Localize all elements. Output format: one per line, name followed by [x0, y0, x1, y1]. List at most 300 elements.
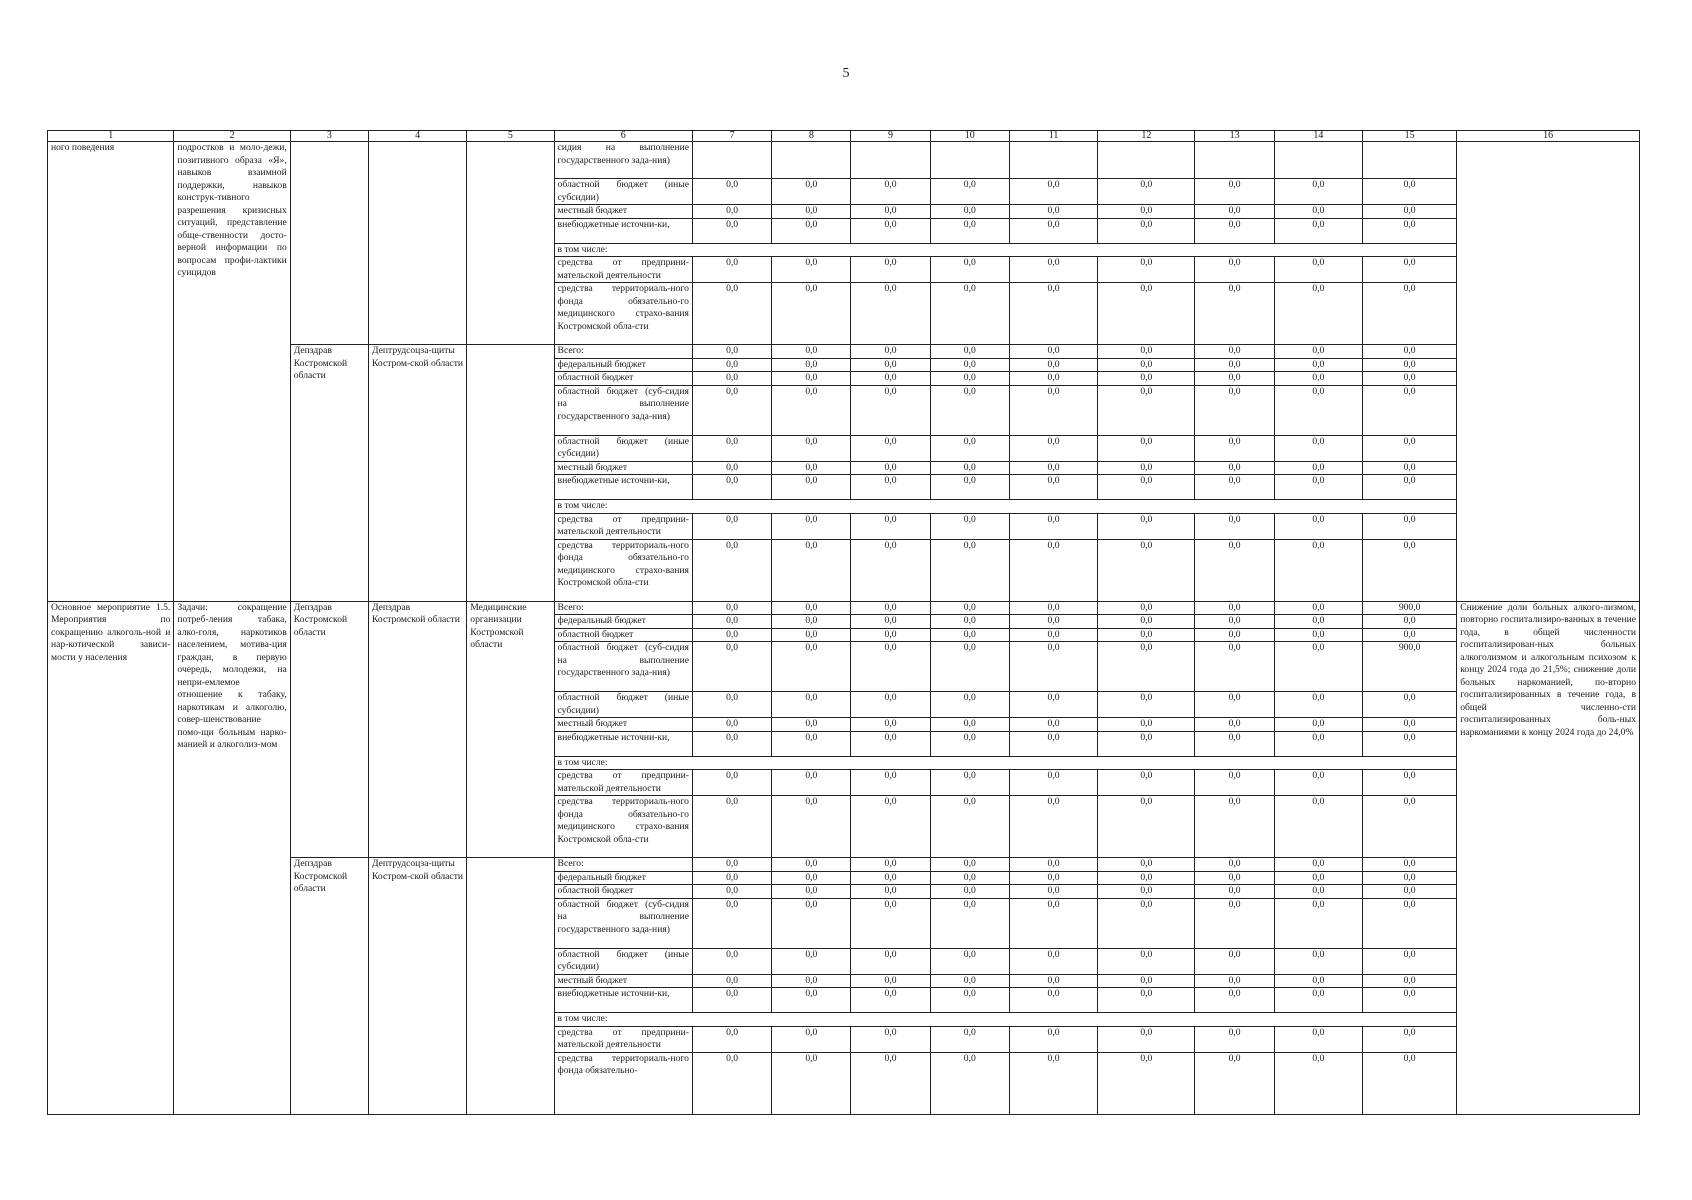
amount-cell: 0,0	[1195, 988, 1274, 1013]
amount-cell: 0,0	[1195, 898, 1274, 948]
funding-source-label: средства от предприни-мательской деятельности	[554, 1026, 692, 1052]
funding-source-label: областной бюджет (иные субсидии)	[554, 435, 692, 461]
amount-cell: 0,0	[1274, 205, 1362, 219]
amount-cell: 0,0	[1195, 358, 1274, 372]
funding-source-label: средства от предприни-мательской деятельности	[554, 770, 692, 796]
amount-cell: 0,0	[1362, 628, 1456, 642]
amount-cell: 0,0	[930, 988, 1009, 1013]
amount-cell: 0,0	[930, 642, 1009, 692]
amount-cell: 0,0	[1009, 1026, 1097, 1052]
amount-cell: 0,0	[930, 871, 1009, 885]
amount-cell: 0,0	[1098, 871, 1195, 885]
amount-cell: 0,0	[851, 871, 930, 885]
expected-result-cell	[1457, 142, 1640, 602]
responsible-executor-cell: Депздрав Костромской области	[290, 858, 368, 1115]
amount-cell: 0,0	[772, 948, 851, 974]
amount-cell: 0,0	[692, 988, 771, 1013]
participant-cell: Медицинские организации Костромской области	[467, 601, 554, 858]
funding-source-label: внебюджетные источни-ки,	[554, 218, 692, 243]
amount-cell: 0,0	[1362, 179, 1456, 205]
amount-cell: 0,0	[772, 358, 851, 372]
amount-cell: 0,0	[930, 372, 1009, 386]
column-number: 6	[554, 131, 692, 142]
amount-cell: 0,0	[930, 385, 1009, 435]
amount-cell: 0,0	[692, 948, 771, 974]
amount-cell: 0,0	[1195, 858, 1274, 872]
amount-cell: 0,0	[1009, 885, 1097, 899]
amount-cell: 0,0	[851, 257, 930, 283]
amount-cell	[1274, 142, 1362, 179]
amount-cell: 0,0	[851, 974, 930, 988]
amount-cell: 0,0	[930, 179, 1009, 205]
amount-cell: 0,0	[1274, 628, 1362, 642]
amount-cell: 0,0	[1195, 257, 1274, 283]
participant-cell	[467, 858, 554, 1115]
amount-cell: 0,0	[1009, 205, 1097, 219]
amount-cell: 0,0	[1362, 257, 1456, 283]
amount-cell: 0,0	[1098, 858, 1195, 872]
amount-cell: 0,0	[1009, 345, 1097, 359]
amount-cell: 0,0	[1195, 948, 1274, 974]
amount-cell: 0,0	[930, 461, 1009, 475]
funding-source-label: в том числе:	[554, 1013, 1457, 1027]
amount-cell: 0,0	[1274, 770, 1362, 796]
amount-cell: 0,0	[1195, 283, 1274, 345]
amount-cell: 0,0	[851, 358, 930, 372]
amount-cell: 0,0	[1098, 692, 1195, 718]
amount-cell: 0,0	[772, 257, 851, 283]
amount-cell: 0,0	[1098, 642, 1195, 692]
amount-cell: 0,0	[1362, 885, 1456, 899]
amount-cell: 0,0	[1098, 1026, 1195, 1052]
amount-cell: 0,0	[772, 601, 851, 615]
amount-cell: 0,0	[1098, 218, 1195, 243]
amount-cell: 0,0	[1098, 205, 1195, 219]
amount-cell: 0,0	[851, 731, 930, 756]
amount-cell: 0,0	[692, 539, 771, 601]
amount-cell: 0,0	[851, 218, 930, 243]
funding-source-label: местный бюджет	[554, 718, 692, 732]
amount-cell: 0,0	[1195, 205, 1274, 219]
amount-cell: 0,0	[1274, 615, 1362, 629]
amount-cell: 0,0	[851, 372, 930, 386]
amount-cell: 0,0	[1274, 372, 1362, 386]
amount-cell: 0,0	[1098, 179, 1195, 205]
amount-cell: 0,0	[772, 385, 851, 435]
funding-source-label: средства от предприни-мательской деятельности	[554, 513, 692, 539]
column-number: 2	[174, 131, 290, 142]
amount-cell: 0,0	[772, 988, 851, 1013]
amount-cell: 0,0	[1098, 372, 1195, 386]
amount-cell: 0,0	[692, 475, 771, 500]
amount-cell: 0,0	[1362, 1026, 1456, 1052]
amount-cell: 0,0	[1098, 1052, 1195, 1114]
amount-cell: 0,0	[930, 858, 1009, 872]
amount-cell: 0,0	[1274, 539, 1362, 601]
amount-cell: 0,0	[1274, 257, 1362, 283]
funding-source-label: федеральный бюджет	[554, 358, 692, 372]
column-number: 12	[1098, 131, 1195, 142]
budget-table-body	[48, 131, 1640, 1115]
amount-cell: 0,0	[1274, 513, 1362, 539]
funding-source-label: федеральный бюджет	[554, 871, 692, 885]
amount-cell: 0,0	[772, 642, 851, 692]
amount-cell: 0,0	[772, 513, 851, 539]
amount-cell: 0,0	[1009, 731, 1097, 756]
amount-cell: 0,0	[1274, 885, 1362, 899]
column-number: 16	[1457, 131, 1640, 142]
amount-cell: 0,0	[692, 218, 771, 243]
amount-cell: 0,0	[930, 539, 1009, 601]
funding-source-label: местный бюджет	[554, 974, 692, 988]
amount-cell: 0,0	[692, 718, 771, 732]
amount-cell: 0,0	[1009, 642, 1097, 692]
amount-cell: 0,0	[772, 1052, 851, 1114]
amount-cell: 0,0	[1009, 770, 1097, 796]
amount-cell	[1362, 142, 1456, 179]
amount-cell: 0,0	[1274, 974, 1362, 988]
amount-cell: 0,0	[851, 205, 930, 219]
amount-cell: 0,0	[1362, 731, 1456, 756]
amount-cell: 0,0	[1009, 513, 1097, 539]
amount-cell: 0,0	[692, 283, 771, 345]
amount-cell: 0,0	[930, 601, 1009, 615]
amount-cell: 0,0	[1098, 731, 1195, 756]
amount-cell: 0,0	[851, 948, 930, 974]
amount-cell: 0,0	[1098, 358, 1195, 372]
amount-cell: 0,0	[851, 601, 930, 615]
funding-source-label: внебюджетные источни-ки,	[554, 731, 692, 756]
funding-source-label: федеральный бюджет	[554, 615, 692, 629]
amount-cell: 0,0	[692, 179, 771, 205]
amount-cell: 0,0	[1274, 692, 1362, 718]
funding-source-label: в том числе:	[554, 500, 1457, 514]
amount-cell: 0,0	[772, 858, 851, 872]
amount-cell: 0,0	[1195, 718, 1274, 732]
funding-source-label: Всего:	[554, 345, 692, 359]
column-number: 4	[368, 131, 466, 142]
amount-cell: 0,0	[692, 885, 771, 899]
amount-cell: 0,0	[930, 796, 1009, 858]
funding-source-label: средства от предприни-мательской деятельности	[554, 257, 692, 283]
amount-cell: 0,0	[772, 615, 851, 629]
amount-cell: 0,0	[1098, 796, 1195, 858]
funding-source-label: средства территориаль-ного фонда обязательно-го медицинского страхо-вания Костромской обла-сти	[554, 796, 692, 858]
amount-cell: 0,0	[1098, 257, 1195, 283]
amount-cell: 0,0	[930, 218, 1009, 243]
amount-cell: 0,0	[1362, 475, 1456, 500]
amount-cell: 0,0	[1362, 461, 1456, 475]
amount-cell: 0,0	[1098, 475, 1195, 500]
amount-cell: 0,0	[1362, 871, 1456, 885]
amount-cell: 0,0	[1009, 461, 1097, 475]
amount-cell: 0,0	[692, 257, 771, 283]
amount-cell: 0,0	[1274, 601, 1362, 615]
amount-cell: 0,0	[1195, 642, 1274, 692]
amount-cell: 0,0	[1009, 974, 1097, 988]
amount-cell: 0,0	[772, 974, 851, 988]
amount-cell: 0,0	[1098, 435, 1195, 461]
amount-cell: 0,0	[1009, 358, 1097, 372]
amount-cell: 0,0	[930, 345, 1009, 359]
amount-cell: 0,0	[692, 601, 771, 615]
amount-cell: 0,0	[1195, 513, 1274, 539]
amount-cell: 0,0	[1362, 858, 1456, 872]
column-number: 5	[467, 131, 554, 142]
responsible-executor-cell: Депздрав Костромской области	[290, 601, 368, 858]
amount-cell: 0,0	[1195, 385, 1274, 435]
amount-cell: 0,0	[1195, 601, 1274, 615]
amount-cell: 0,0	[1009, 385, 1097, 435]
amount-cell: 0,0	[1009, 988, 1097, 1013]
amount-cell: 0,0	[772, 179, 851, 205]
funding-source-label: областной бюджет (иные субсидии)	[554, 692, 692, 718]
amount-cell: 0,0	[1195, 435, 1274, 461]
amount-cell: 0,0	[1195, 615, 1274, 629]
amount-cell: 0,0	[1009, 283, 1097, 345]
amount-cell: 0,0	[851, 858, 930, 872]
coexecutor-cell: Дептрудсоцза-щиты Костром-ской области	[368, 345, 466, 602]
amount-cell: 0,0	[1098, 770, 1195, 796]
amount-cell: 0,0	[1098, 974, 1195, 988]
amount-cell: 0,0	[772, 898, 851, 948]
budget-table-sheet	[47, 130, 1640, 1115]
amount-cell: 0,0	[1274, 988, 1362, 1013]
amount-cell: 0,0	[772, 796, 851, 858]
funding-source-label: сидия на выполнение государственного зада-ния)	[554, 142, 692, 179]
column-number: 3	[290, 131, 368, 142]
amount-cell: 0,0	[851, 435, 930, 461]
amount-cell: 0,0	[930, 205, 1009, 219]
amount-cell: 0,0	[851, 345, 930, 359]
amount-cell: 0,0	[851, 692, 930, 718]
amount-cell: 0,0	[1195, 770, 1274, 796]
amount-cell: 0,0	[1195, 885, 1274, 899]
amount-cell: 0,0	[930, 1026, 1009, 1052]
activity-tasks-cell: Задачи: сокращение потреб-ления табака, алко-голя, наркотиков населением, мотива-ция граждан, в первую очередь, молодежи, на непри-емлемое отношение к табаку, наркотикам и алкоголю, совер-шенствование помо-щи больным нарко-манией и алкоголиз-мом	[174, 601, 290, 1114]
amount-cell: 0,0	[1362, 692, 1456, 718]
amount-cell: 0,0	[1362, 770, 1456, 796]
column-number: 14	[1274, 131, 1362, 142]
amount-cell: 0,0	[1362, 974, 1456, 988]
amount-cell: 0,0	[772, 345, 851, 359]
amount-cell: 0,0	[1009, 475, 1097, 500]
amount-cell: 0,0	[692, 692, 771, 718]
amount-cell: 0,0	[1274, 898, 1362, 948]
amount-cell: 0,0	[1274, 948, 1362, 974]
column-number: 10	[930, 131, 1009, 142]
amount-cell: 0,0	[851, 770, 930, 796]
coexecutor-cell	[368, 142, 466, 345]
funding-source-label: областной бюджет (суб-сидия на выполнение государственного зада-ния)	[554, 385, 692, 435]
amount-cell: 0,0	[1195, 475, 1274, 500]
funding-source-label: Всего:	[554, 601, 692, 615]
amount-cell: 0,0	[1274, 731, 1362, 756]
amount-cell: 0,0	[851, 539, 930, 601]
amount-cell: 0,0	[851, 385, 930, 435]
amount-cell: 0,0	[1195, 692, 1274, 718]
amount-cell: 0,0	[1098, 948, 1195, 974]
amount-cell: 0,0	[851, 1026, 930, 1052]
amount-cell: 0,0	[692, 435, 771, 461]
amount-cell: 0,0	[1274, 871, 1362, 885]
amount-cell: 0,0	[692, 1026, 771, 1052]
amount-cell: 0,0	[851, 898, 930, 948]
amount-cell: 0,0	[1195, 218, 1274, 243]
amount-cell: 0,0	[1362, 205, 1456, 219]
amount-cell: 0,0	[851, 885, 930, 899]
amount-cell	[851, 142, 930, 179]
amount-cell: 0,0	[851, 1052, 930, 1114]
amount-cell	[1098, 142, 1195, 179]
amount-cell: 0,0	[1274, 796, 1362, 858]
amount-cell: 0,0	[772, 1026, 851, 1052]
column-number: 13	[1195, 131, 1274, 142]
amount-cell: 0,0	[851, 513, 930, 539]
amount-cell: 0,0	[851, 718, 930, 732]
funding-source-label: областной бюджет (суб-сидия на выполнение государственного зада-ния)	[554, 642, 692, 692]
amount-cell: 0,0	[1098, 988, 1195, 1013]
amount-cell: 0,0	[692, 731, 771, 756]
coexecutor-cell: Дептрудсоцза-щиты Костром-ской области	[368, 858, 466, 1115]
amount-cell: 0,0	[1009, 179, 1097, 205]
amount-cell: 0,0	[1098, 385, 1195, 435]
amount-cell: 0,0	[1362, 948, 1456, 974]
amount-cell: 0,0	[772, 628, 851, 642]
amount-cell: 0,0	[930, 435, 1009, 461]
amount-cell: 0,0	[1098, 628, 1195, 642]
amount-cell: 0,0	[1009, 718, 1097, 732]
amount-cell: 0,0	[1362, 372, 1456, 386]
budget-table	[47, 130, 1640, 1115]
amount-cell	[1009, 142, 1097, 179]
amount-cell: 0,0	[1195, 539, 1274, 601]
amount-cell: 0,0	[772, 718, 851, 732]
amount-cell: 0,0	[772, 475, 851, 500]
amount-cell: 0,0	[1362, 283, 1456, 345]
amount-cell: 0,0	[930, 731, 1009, 756]
amount-cell: 0,0	[1362, 435, 1456, 461]
amount-cell: 0,0	[692, 513, 771, 539]
amount-cell: 0,0	[692, 385, 771, 435]
amount-cell: 0,0	[1195, 345, 1274, 359]
amount-cell: 0,0	[930, 513, 1009, 539]
amount-cell: 0,0	[1195, 796, 1274, 858]
table-row	[48, 142, 1640, 179]
funding-source-label: в том числе:	[554, 243, 1457, 257]
amount-cell: 0,0	[1195, 871, 1274, 885]
amount-cell: 0,0	[1009, 898, 1097, 948]
responsible-executor-cell: Депздрав Костромской области	[290, 345, 368, 602]
funding-source-label: областной бюджет	[554, 628, 692, 642]
amount-cell	[930, 142, 1009, 179]
amount-cell: 0,0	[772, 205, 851, 219]
amount-cell: 0,0	[1009, 1052, 1097, 1114]
amount-cell: 0,0	[1195, 179, 1274, 205]
activity-name-cell: ного поведения	[48, 142, 174, 602]
amount-cell: 0,0	[1362, 385, 1456, 435]
amount-cell: 0,0	[772, 283, 851, 345]
amount-cell: 0,0	[772, 692, 851, 718]
amount-cell: 0,0	[930, 974, 1009, 988]
amount-cell: 0,0	[851, 615, 930, 629]
amount-cell: 0,0	[692, 372, 771, 386]
amount-cell: 0,0	[1274, 179, 1362, 205]
amount-cell: 0,0	[692, 628, 771, 642]
amount-cell: 0,0	[1009, 435, 1097, 461]
amount-cell: 0,0	[930, 948, 1009, 974]
amount-cell: 0,0	[1009, 871, 1097, 885]
responsible-executor-cell	[290, 142, 368, 345]
amount-cell: 0,0	[772, 461, 851, 475]
amount-cell: 0,0	[930, 770, 1009, 796]
amount-cell: 0,0	[851, 475, 930, 500]
amount-cell: 0,0	[1009, 628, 1097, 642]
amount-cell: 0,0	[1274, 718, 1362, 732]
amount-cell: 0,0	[930, 283, 1009, 345]
amount-cell: 0,0	[851, 628, 930, 642]
amount-cell: 0,0	[930, 898, 1009, 948]
amount-cell: 0,0	[1362, 796, 1456, 858]
amount-cell: 0,0	[1274, 461, 1362, 475]
amount-cell: 0,0	[1195, 1052, 1274, 1114]
amount-cell: 0,0	[772, 372, 851, 386]
amount-cell: 0,0	[930, 257, 1009, 283]
funding-source-label: областной бюджет (иные субсидии)	[554, 948, 692, 974]
amount-cell: 0,0	[1195, 628, 1274, 642]
funding-source-label: областной бюджет (суб-сидия на выполнение государственного зада-ния)	[554, 898, 692, 948]
amount-cell	[692, 142, 771, 179]
expected-result-cell: Снижение доли больных алкого-лизмом, повторно госпитализиро-ванных в течение года, в общей численности госпитализирован-ных больных алкоголизмом и алкогольным психозом к концу 2024 года до 21,5%; снижение доли больных наркоманией, по-вторно госпитализированных в течение года, в общей численно-сти госпитализированных боль-ных наркоманиями к концу 2024 года до 24,0%	[1457, 601, 1640, 1114]
amount-cell: 0,0	[1098, 345, 1195, 359]
amount-cell: 0,0	[1362, 1052, 1456, 1114]
amount-cell: 0,0	[772, 871, 851, 885]
amount-cell: 0,0	[930, 718, 1009, 732]
amount-cell: 0,0	[692, 642, 771, 692]
amount-cell: 0,0	[851, 461, 930, 475]
amount-cell: 0,0	[1362, 539, 1456, 601]
amount-cell: 0,0	[1009, 615, 1097, 629]
amount-cell: 0,0	[692, 770, 771, 796]
amount-cell: 0,0	[1362, 358, 1456, 372]
amount-cell: 0,0	[1274, 1026, 1362, 1052]
amount-cell: 0,0	[1274, 218, 1362, 243]
amount-cell: 900,0	[1362, 642, 1456, 692]
amount-cell: 0,0	[930, 692, 1009, 718]
amount-cell: 0,0	[1362, 988, 1456, 1013]
amount-cell: 0,0	[692, 461, 771, 475]
amount-cell: 0,0	[930, 1052, 1009, 1114]
amount-cell: 0,0	[930, 885, 1009, 899]
amount-cell: 0,0	[1195, 731, 1274, 756]
amount-cell: 0,0	[1362, 345, 1456, 359]
funding-source-label: внебюджетные источни-ки,	[554, 988, 692, 1013]
column-number: 8	[772, 131, 851, 142]
amount-cell	[772, 142, 851, 179]
funding-source-label: средства территориаль-ного фонда обязательно-го медицинского страхо-вания Костромской обла-сти	[554, 283, 692, 345]
table-row	[48, 601, 1640, 615]
funding-source-label: средства территориаль-ного фонда обязательно-	[554, 1052, 692, 1114]
participant-cell	[467, 142, 554, 345]
amount-cell: 0,0	[692, 796, 771, 858]
amount-cell: 0,0	[1009, 372, 1097, 386]
amount-cell: 0,0	[1009, 948, 1097, 974]
amount-cell: 0,0	[1362, 513, 1456, 539]
amount-cell: 0,0	[930, 475, 1009, 500]
amount-cell: 0,0	[1098, 898, 1195, 948]
amount-cell: 0,0	[692, 205, 771, 219]
amount-cell: 0,0	[1274, 475, 1362, 500]
